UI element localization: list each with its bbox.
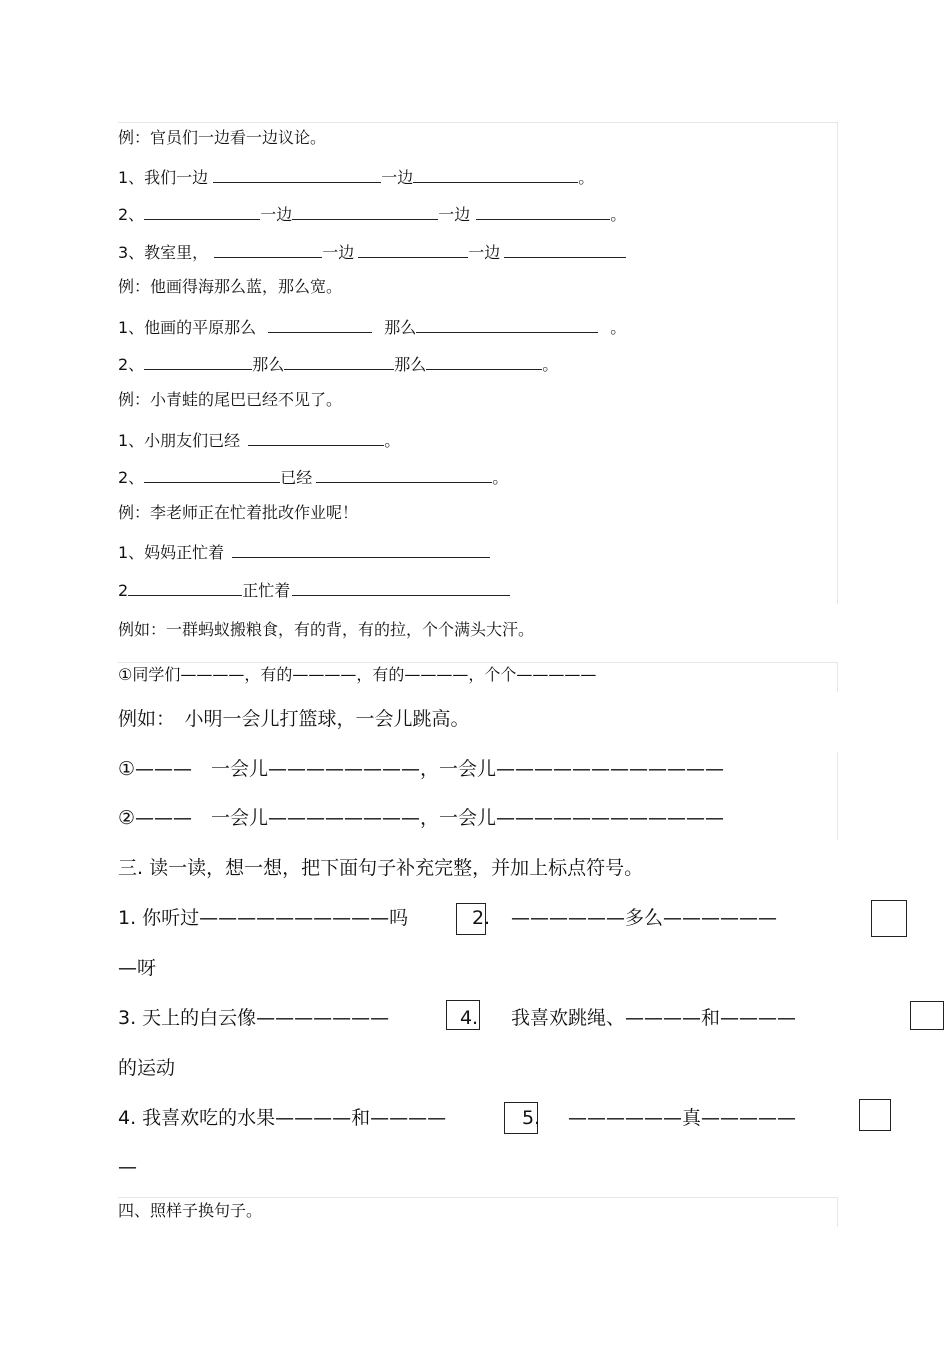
blank[interactable] [232, 542, 490, 558]
line-text: 。 [384, 431, 401, 450]
line-text: 一边 [381, 168, 414, 187]
frame-right [837, 122, 838, 604]
blank[interactable] [144, 204, 260, 220]
question-5: 4. 我喜欢吃的水果————和———— [118, 1107, 447, 1129]
example-sentence-4: 例：李老师正在忙着批改作业呢！ [118, 503, 359, 522]
line-text: 2、 [118, 468, 145, 487]
blank[interactable] [426, 354, 542, 370]
line-text: 一边 [438, 205, 471, 224]
question-1: 1. 你听过——————————吗 [118, 907, 409, 929]
line-text: 。 [492, 468, 509, 487]
question-2: ——————多么—————— [511, 907, 778, 929]
question-number: 4 [460, 1007, 473, 1029]
frame-right-2 [837, 662, 838, 692]
blank[interactable] [504, 242, 626, 258]
blank[interactable] [144, 467, 280, 483]
line-text: 。 [610, 205, 627, 224]
exercise-line [118, 430, 400, 449]
line-text: 一边 [260, 205, 293, 224]
line-text: 。 [610, 318, 627, 337]
answer-box[interactable] [871, 900, 907, 937]
blank[interactable] [144, 354, 252, 370]
example-sentence-3: 例：小青蛙的尾巴已经不见了。 [118, 390, 343, 409]
blank[interactable] [358, 242, 468, 258]
line-text: 那么 [252, 355, 285, 374]
line-text: 正忙着 [242, 581, 291, 600]
frame-top [118, 122, 838, 123]
blank[interactable] [413, 167, 578, 183]
question-number: 2 [472, 907, 485, 929]
exercise-line [118, 317, 626, 336]
exercise-line: ①——— 一会儿————————，一会儿———————————— [118, 758, 725, 780]
line-text: 那么 [384, 318, 417, 337]
punct: . [484, 907, 491, 929]
blank[interactable] [214, 242, 322, 258]
blank[interactable] [284, 354, 394, 370]
exercise-line: ②——— 一会儿————————，一会儿———————————— [118, 807, 725, 829]
exercise-line: ①同学们————，有的————，有的————，个个————— [118, 665, 597, 684]
example-sentence-5: 例如：一群蚂蚁搬粮食，有的背，有的拉，个个满头大汗。 [118, 620, 535, 639]
question-6: ——————真————— [568, 1107, 797, 1129]
line-text: 1、小朋友们已经 [118, 431, 241, 450]
question-4-continued: 的运动 [118, 1057, 176, 1079]
blank[interactable] [476, 204, 610, 220]
blank[interactable] [292, 204, 438, 220]
blank[interactable] [248, 430, 384, 446]
blank[interactable] [292, 580, 510, 596]
section-heading-3: 三. 读一读，想一想，把下面句子补充完整，并加上标点符号。 [118, 857, 644, 879]
answer-box[interactable] [859, 1099, 891, 1131]
exercise-line [118, 542, 490, 561]
frame-top-3 [118, 1197, 838, 1198]
frame-right-3 [837, 752, 838, 840]
punct: . [534, 1107, 541, 1129]
line-text: 2、 [118, 355, 145, 374]
example-sentence-2: 例：他画得海那么蓝，那么宽。 [118, 277, 343, 296]
exercise-line [118, 354, 558, 373]
line-text: 1、我们一边 [118, 168, 209, 187]
example-sentence-6: 例如： 小明一会儿打篮球，一会儿跳高。 [118, 708, 470, 730]
example-sentence-1: 例：官员们一边看一边议论。 [118, 128, 327, 147]
blank[interactable] [268, 317, 372, 333]
line-text: 一边 [322, 243, 355, 262]
question-6-continued: — [118, 1156, 137, 1178]
exercise-line [118, 467, 508, 486]
line-text: 那么 [394, 355, 427, 374]
question-4: 我喜欢跳绳、————和———— [511, 1007, 797, 1029]
exercise-line [118, 242, 626, 261]
line-text: 1、妈妈正忙着 [118, 543, 225, 562]
question-2-continued: —呀 [118, 957, 157, 979]
question-number: 5 [522, 1107, 535, 1129]
punct: . [472, 1007, 479, 1029]
line-text: 。 [578, 168, 595, 187]
exercise-line [118, 167, 594, 186]
blank[interactable] [316, 467, 492, 483]
line-text: 。 [542, 355, 559, 374]
blank[interactable] [213, 167, 381, 183]
blank[interactable] [416, 317, 598, 333]
question-3: 3. 天上的白云像——————— [118, 1007, 390, 1029]
section-heading-4: 四、照样子换句子。 [118, 1201, 263, 1220]
blank[interactable] [128, 580, 242, 596]
line-text: 3、教室里， [118, 243, 209, 262]
answer-box[interactable] [910, 1001, 944, 1030]
line-text: 1、他画的平原那么 [118, 318, 257, 337]
line-text: 已经 [280, 468, 313, 487]
line-text: 2、 [118, 205, 145, 224]
line-text: 一边 [468, 243, 501, 262]
frame-top-2 [118, 662, 838, 663]
line-text: 2 [118, 581, 129, 600]
exercise-line [118, 580, 510, 599]
frame-right-4 [837, 1197, 838, 1227]
exercise-line [118, 204, 626, 223]
